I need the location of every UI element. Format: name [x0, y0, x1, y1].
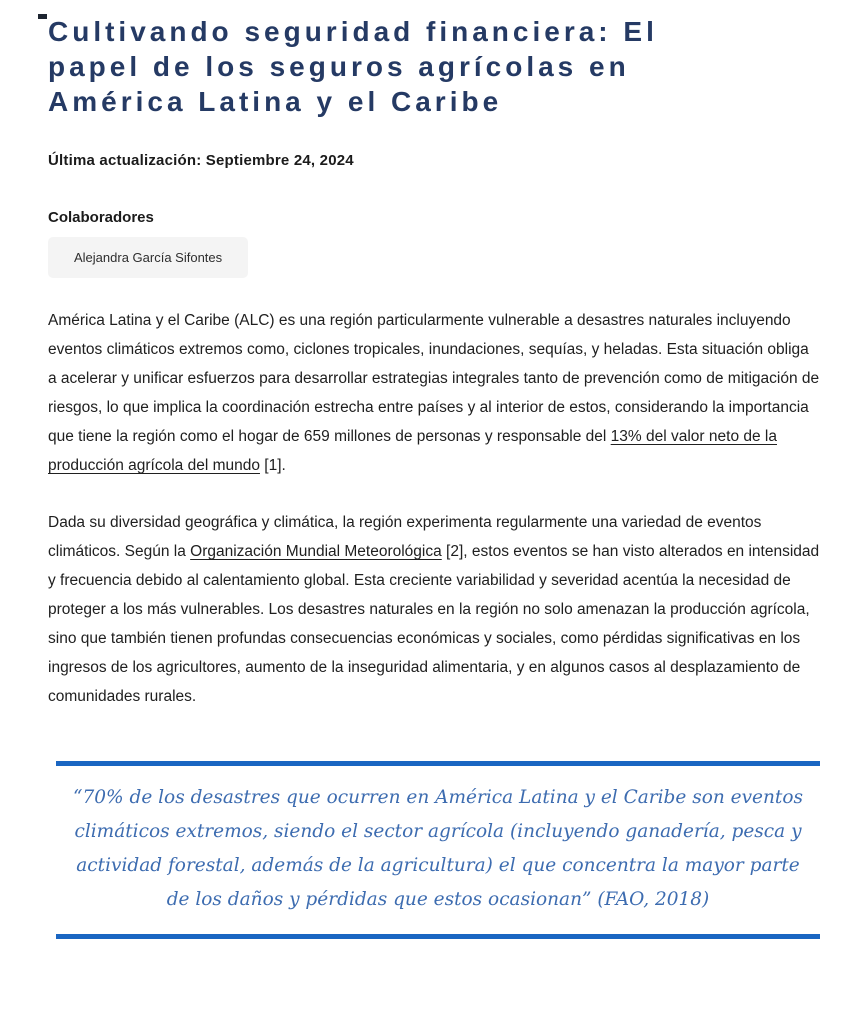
contributor-chip[interactable]: Alejandra García Sifontes — [48, 237, 248, 278]
paragraph-1-text: América Latina y el Caribe (ALC) es una región particularmente vulnerable a desastres naturales incluyendo eventos climáticos extremos como, ciclones tropicales, inundaciones, sequías, y heladas. Esta situación obliga a acelerar y unificar esfuerzos para desarrollar estrategias integrales tanto de prevención como de mitigación de riesgos, lo que implica la coordinación estrecha entre países y al interior de estos, considerando la importancia que tiene la región como el hogar de 659 millones de personas y responsable del — [48, 312, 820, 445]
paragraph-1 — [48, 306, 820, 480]
link-wmo[interactable]: Organización Mundial Meteorológica — [190, 543, 442, 560]
last-updated-label: Última actualización: Septiembre 24, 2024 — [48, 152, 354, 169]
paragraph-2 — [48, 508, 820, 711]
link-production-value[interactable]: 13% del valor neto de la producción agrícola del mundo — [48, 428, 777, 474]
paragraph-2-text: Dada su diversidad geográfica y climática, la región experimenta regularmente una variedad de eventos climáticos. Según la — [48, 514, 762, 560]
page-title — [48, 14, 820, 119]
contributors-list — [48, 226, 820, 278]
paragraph-2-continued: [2], estos eventos se han visto alterados en intensidad y frecuencia debido al calentamiento global. Esta creciente variabilidad y severidad acentúa la necesidad de proteger a los más vulnerables. Los desastres naturales en la región no solo amenazan la producción agrícola, sino que también tienen profundas consecuencias económicas y sociales, como pérdidas significativas en los ingresos de los agricultores, aumento de la inseguridad alimentaria, y en algunos casos al desplazamiento de comunidades rurales. — [48, 543, 820, 705]
page-title-line-2: papel de los seguros agrícolas en — [48, 51, 630, 82]
page-title-line-1: Cultivando seguridad financiera: El — [48, 16, 658, 47]
pull-quote: “70% de los desastres que ocurren en América Latina y el Caribe son eventos climáticos extremos, siendo el sector agrícola (incluyendo ganadería, pesca y actividad forestal, además de la agricultura) el que concentra la mayor parte de los daños y pérdidas que estos ocasionan” (FAO, 2018) — [56, 761, 820, 939]
page-title-line-3: América Latina y el Caribe — [48, 86, 503, 117]
paragraph-1-citation: [1]. — [259, 457, 286, 474]
article-page — [0, 14, 868, 939]
contributors-heading: Colaboradores — [48, 209, 154, 226]
